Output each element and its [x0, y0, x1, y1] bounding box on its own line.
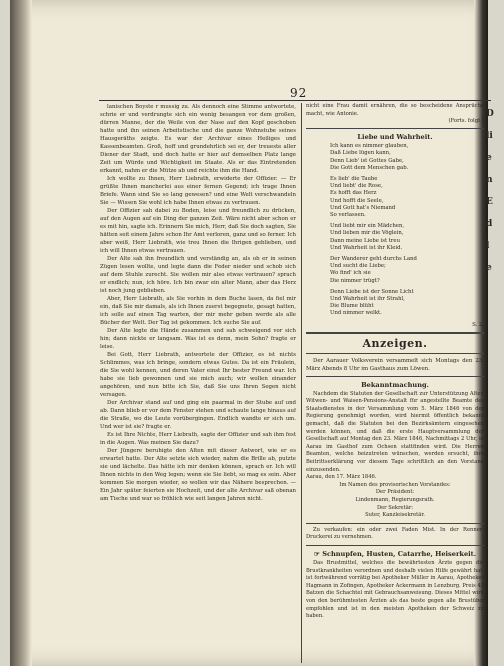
- poem-line: Und lieben mir die Vöglein,: [330, 230, 404, 237]
- remedy-text: Das Brustmittel, welches die bewährtesten Ärzte gegen die Brustkrankheiten verordnen und deshalb vielen Hilfe gewährt hat, ist fortwährend vorrätig bei Apotheker Müller in Aarau, Apotheker Hagmann in Zofingen, Apotheker Ackermann in Lenzburg. Preis 45 Batzen die Schachtel mit Gebrauchsanweisung. Dieses Mittel wird von den berühmtesten Ärzten als das beste gegen alle Brustübel empfohlen und ist in den meisten Apotheken der Schweiz zu haben.: [306, 559, 484, 620]
- divider: [306, 523, 484, 524]
- fragment-letter: n: [486, 175, 493, 185]
- left-paragraph: Der Archivar stand auf und ging ein paarmal in der Stube auf und ab. Dann blieb er vor dem Fenster stehen und schaute lange hinaus auf die Straße, wo die Leute vorübergingen. Endlich wandte er sich um. Und wer ist sie? fragte er.: [100, 400, 296, 430]
- fragment-letter: li: [486, 131, 493, 141]
- poem-line: Und Wahrheit ist ihr Kleid.: [330, 244, 403, 251]
- left-paragraph: Der Alte sah ihn freundlich und verständig an, als ob er in seinen Zügen lesen wollte, und legte dann die Feder nieder und schob sich auf dem Stuhle zurecht. Sie wollen mir also etwas vertrauen? sprach er endlich; nun, ich höre. Ich bin zwar ein alter Mann, aber das Herz ist noch jung geblieben.: [100, 256, 296, 294]
- poem-stanza: [330, 176, 484, 219]
- president-name: Lindenmann, Regierungsrath.: [355, 496, 435, 503]
- poem-line: Die Gott dem Menschen gab.: [330, 164, 409, 171]
- poem-stanza: [330, 143, 484, 172]
- divider: [306, 353, 484, 354]
- poem-line: Und liebt' die Rose,: [330, 183, 383, 190]
- poem-line: Und liebt mir ein Mädchen,: [330, 223, 405, 230]
- left-paragraph: Der Jüngere beruhigte den Alten mit dieser Antwort, wie er es erwartet hatte. Der Alte setzte sich wieder, nahm die Brille ab, putzte sie und lächelte. Das hätte ich mir denken können, sprach er. Ich will Ihnen nichts in den Weg legen; wenn sie Sie liebt, so mag es sein. Aber kommen Sie morgen wieder, so wollen wir das Nähere besprechen. — Ein Jahr später feierten sie Hochzeit, und der alte Archivar saß obenan am Tische und war so fröhlich wie seit langen Jahren nicht.: [100, 448, 296, 502]
- divider: [306, 332, 484, 334]
- left-paragraph: lanischen Boyste r mussig zu. Als dennoch eine Stimme antwortete, schrie er und verdrungte sich ein wenig besangen vor dem großen, dürren Manne, der die Weile von der Nase auf den Kopf geschoben hatte und ihn seinen Arbeitstische und die ganze Wohnstube seines Hausgeräths zeigte. Es war der Archivar eines Heiliges und Kassenbeamten. Groß, hoff und grundehrlich sei er, der treueste aller Diener der Stadt, und doch hatte er hier auf demselben Platz lange Zeit um Würde und Wichtigkeit im Staate. Als er das Eintretenden erkannt, nahm er die Mütze ab und reichte ihm die Hand.: [100, 104, 296, 174]
- fragment-letter: e: [486, 263, 492, 273]
- poem-stanza: [330, 289, 484, 318]
- bekanntmachung-date: Aarau, den 17. März 1846.: [306, 474, 377, 481]
- fragment-letter: d: [486, 219, 493, 229]
- bekanntmachung-board: Im Namen des provisorischen Vorstandes:: [339, 481, 451, 488]
- right-column: [306, 103, 484, 663]
- story-continuation: nicht eine Frau damit ernähren, die so bescheidene Ansprüche macht, wie Antonie.: [306, 103, 484, 117]
- poem-line: Wo find' ich sie: [330, 270, 371, 277]
- left-paragraph: Aber, Herr Liebrath, als Sie vorhin in dem Buche lasen, da fiel mir ein, daß Sie mir damals, als ich Ihnen zuerst begegnete, gesagt hatten, ich solle auf einen Tag warten, der mir mehr geben werde als alle Bücher der Welt. Der Tag ist gekommen. Ich suche Sie auf.: [100, 296, 296, 326]
- poem-stanza: [330, 223, 484, 252]
- poem-stanza: [330, 256, 484, 285]
- poem-line: Daß Liebe lügen kann,: [330, 150, 391, 157]
- remedy-heading-text: Schnupfen, Husten, Catarrhe, Heiserkeit.: [322, 549, 477, 558]
- bekanntmachung-text: Nachdem die Statuten der Gesellschaft zur Unterstützung Alter, Witwen- und Waisen-Pensions-Anstalt für angestellte Beamte des Staatsdienstes in der Versammlung vom 5. März 1846 von der Regierung genehmigt worden, wird hiermit öffentlich bekannt gemacht, daß die Statuten bei den Bezirksämtern eingesehen werden können, und daß die erste Hauptversammlung der Gesellschaft auf Montag den 23. März 1846, Nachmittags 2 Uhr, in Aarau im Gasthof zum Ochsen stattfinden wird. Die Herren Beamten, welche beizutreten wünschen, werden ersucht, ihre Beitrittserklärung vor diesem Tage schriftlich an den Vorstand einzusenden.: [306, 390, 484, 473]
- poem-line: So verlassen.: [330, 212, 366, 219]
- left-paragraph: Der Alte legte die Hände zusammen und sah schweigend vor sich hin; dann nickte er langsam. Was ist es denn, mein Sohn? fragte er leise.: [100, 328, 296, 350]
- fragment-letter: D: [486, 109, 494, 119]
- poem-line: Und Gott hat's Niemand: [330, 204, 396, 211]
- header-rule: [99, 100, 491, 101]
- poem-line: Denn Lieb' ist Gottes Gabe,: [330, 157, 404, 164]
- poem-body: [306, 143, 484, 317]
- poem-line: Und nimmer welkt.: [330, 310, 382, 317]
- left-paragraph: Es ist Ihre Nichte, Herr Liebrath, sagte der Offizier und sah ihm fest in die Augen. Was meinen Sie dazu?: [100, 432, 296, 446]
- poem-line: Die nimmer trügt?: [330, 277, 380, 284]
- divider: [306, 376, 484, 377]
- bekanntmachung-heading: Bekanntmachung.: [361, 380, 429, 389]
- poem-line: Der Wanderer geht durchs Land: [330, 256, 417, 263]
- adjacent-page-fragments: [486, 103, 496, 663]
- poem-signature: S. 2.: [472, 321, 484, 328]
- poem-line: Denn Liebe ist der Sonne Licht: [330, 288, 414, 295]
- divider: [306, 128, 484, 129]
- left-paragraph: Bei Gott, Herr Liebrath, antwortete der Offizier, es ist nichts Schlimmes, was ich bringe, sondern etwas Gutes. Da ist ein Fräulein, die Sie wohl kennen, und deren Vater einst Ihr bester Freund war. Ich habe sie lieb gewonnen und sie mich auch; wir wollen einander angehören, und nun bitte ich Sie, daß Sie uns Ihren Segen nicht versagen.: [100, 352, 296, 398]
- divider: [306, 545, 484, 546]
- secretary-name: Suter, Kanzleisekretär.: [365, 512, 425, 519]
- volksverein-notice: Der Aarauer Volksverein versammelt sich Montags den 23. März Abends 8 Uhr im Gasthaus zum Löwen.: [306, 357, 484, 372]
- left-column: [100, 103, 296, 663]
- poem-line: Und Wahrheit ist ihr Strahl,: [330, 296, 405, 303]
- fragment-letter: e: [486, 153, 492, 163]
- poem-line: Und hofft die Seele,: [330, 197, 384, 204]
- fragment-letter: E: [486, 197, 493, 207]
- poem-line: Ich kann es nimmer glauben,: [330, 143, 409, 150]
- continuation-note: (Forts. folgt.): [448, 118, 484, 125]
- poem-line: Es hofft das Herz: [330, 190, 377, 197]
- page-binding-shadow: [10, 0, 32, 666]
- ads-heading: Anzeigen.: [362, 336, 428, 350]
- president-label: Der Präsident:: [375, 489, 415, 496]
- fragment-letter: l: [486, 241, 490, 251]
- page-number: 92: [290, 86, 308, 100]
- secretary-label: Der Sekretär:: [376, 504, 414, 511]
- left-paragraph: Ich wollte zu Ihnen, Herr Liebrath, erwiderte der Offizier. — Er grüßte Ihnen mancherlei aus einer fernen Gegend; ich trage Ihnen Briefe. Wann sind Sie so lang gewesen? und eine Welt verschwandeln Sie — Wissen Sie wohl ich habe Ihnen etwas zu vertrauen.: [100, 176, 296, 206]
- pointing-hand-icon: ☞: [313, 549, 323, 558]
- poem-line: Dann meine Liebe ist treu: [330, 237, 400, 244]
- poem-line: Und sucht die Liebe;: [330, 263, 386, 270]
- left-paragraph: Der Offizier sah dabei zu Boden, leise und freundlich zu drücken, auf den Augen auf ein Ding der ganzen Zeit. Wäre nicht aber schon er es mit hin, sagte ich. Erinnern Sie mich, Herr, daß Sie doch sagten, Sie hätten seit einem Jahre schon Ihr Amt verloren, ganz und so ferner. Ich aber weiß, Herr Liebrath, wie treu Ihnen die Ihrigen geblieben, und ich will Ihnen etwas vertrauen.: [100, 208, 296, 254]
- poem-line: Die Blume blüht: [330, 303, 374, 310]
- remedy-heading: [306, 550, 484, 558]
- sale-notice: Zu verkaufen: ein oder zwei Faden Mist. In der Renner-Druckerei zu vernehmen.: [306, 526, 484, 541]
- poem-title: Liebe und Wahrheit.: [357, 133, 433, 142]
- column-divider: [301, 103, 302, 663]
- poem-line: Es lieb' die Taube: [330, 176, 378, 182]
